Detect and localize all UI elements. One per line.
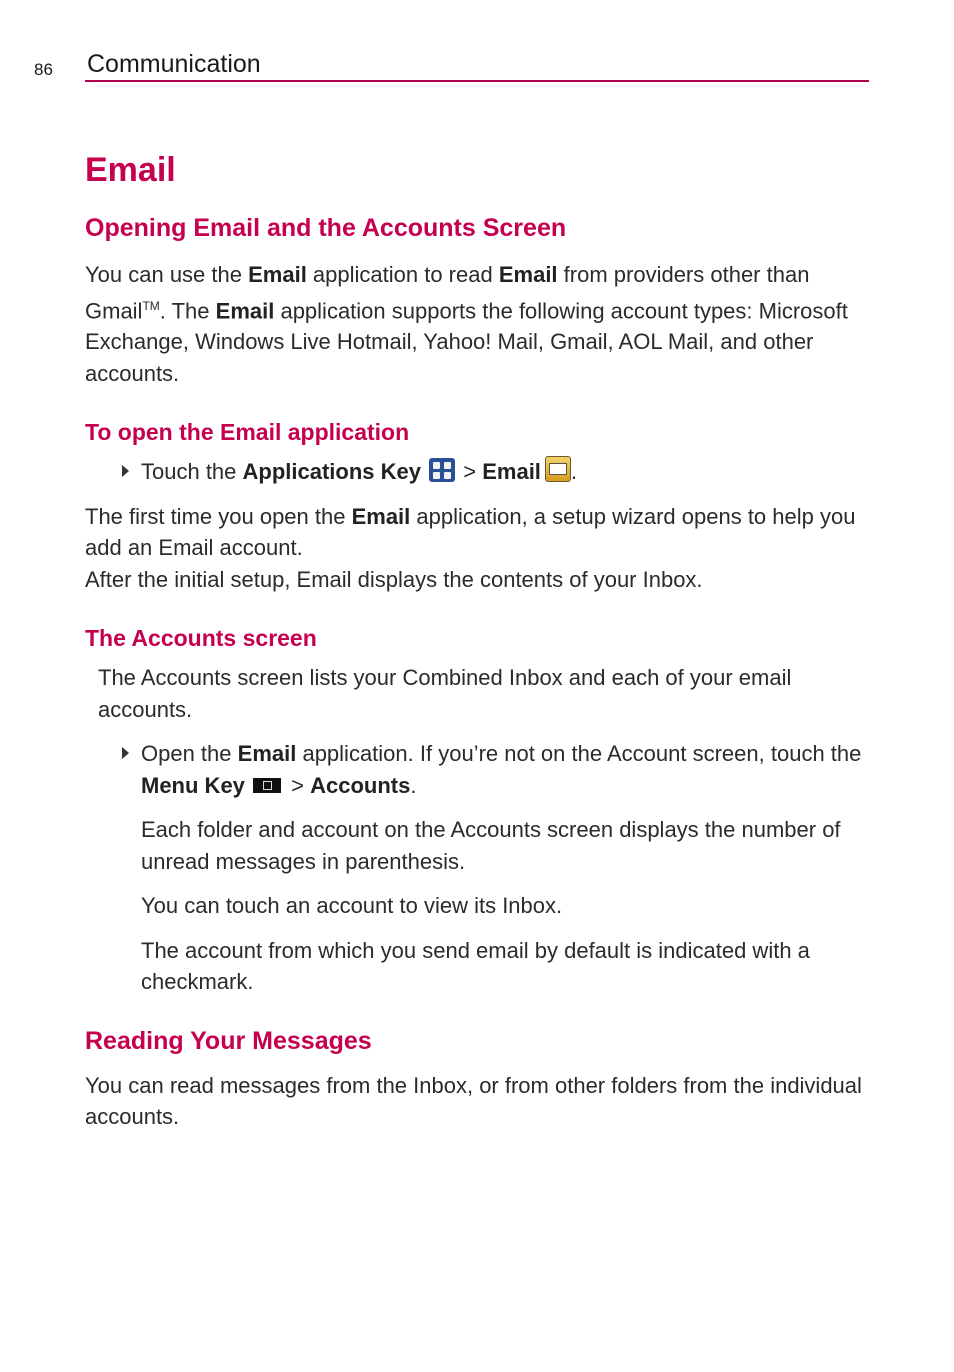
email-envelope-icon	[545, 456, 571, 482]
keyword: Email	[248, 262, 307, 287]
section-heading-reading: Reading Your Messages	[85, 1026, 372, 1055]
text: application, a setup wizard opens to help you add an Email account.	[85, 503, 856, 561]
trademark: TM	[142, 298, 160, 313]
note-view-inbox: You can touch an account to view its Inbox.	[141, 893, 563, 919]
subheading-accounts-screen: The Accounts screen	[85, 625, 317, 652]
intro-paragraph	[85, 259, 871, 389]
section-title: Communication	[87, 50, 261, 78]
subheading-open-email: To open the Email application	[85, 419, 410, 446]
bullet-open-email	[85, 456, 871, 488]
note-unread-count: Each folder and account on the Accounts screen displays the number of unread messages in parenthesis.	[141, 817, 841, 874]
text: .	[570, 459, 578, 485]
bullet-open-accounts	[85, 738, 871, 801]
text: The first time you open the	[85, 503, 352, 529]
accounts-screen-paragraph: The Accounts screen lists your Combined Inbox and each of your email accounts.	[98, 665, 792, 722]
keyword: Email	[351, 503, 411, 529]
text: from providers other than Gmail	[85, 262, 810, 323]
text: Open the	[141, 741, 238, 767]
after-setup-paragraph: After the initial setup, Email displays the contents of your Inbox.	[85, 566, 703, 592]
text: application. If you’re not on the Account screen, touch the	[296, 741, 862, 767]
page-title: Email	[85, 151, 176, 189]
keyword: Email	[237, 741, 297, 767]
page-content	[85, 148, 871, 1133]
text: application to read	[306, 262, 499, 287]
text: . The	[159, 297, 216, 323]
email-label: Email	[482, 459, 541, 485]
section-heading-opening: Opening Email and the Accounts Screen	[85, 214, 567, 242]
applications-key-label: Applications Key	[242, 459, 421, 485]
note-default-account: The account from which you send email by default is indicated with a checkmark.	[141, 937, 810, 995]
text: >	[285, 772, 311, 798]
page-header	[0, 0, 954, 90]
header-divider	[85, 80, 869, 82]
text: >	[463, 459, 483, 485]
text: Touch the	[141, 459, 243, 485]
accounts-label: Accounts	[310, 772, 411, 798]
text: application supports the following account types: Microsoft Exchange, Windows Live Hotmail, Yahoo! Mail, Gmail, AOL Mail, and other accounts.	[85, 297, 848, 386]
text: .	[410, 772, 417, 798]
setup-wizard-paragraph	[85, 501, 871, 564]
text: You can use the	[85, 262, 249, 287]
menu-key-icon	[253, 778, 281, 793]
reading-paragraph: You can read messages from the Inbox, or from other folders from the individual accounts.	[85, 1072, 862, 1130]
menu-key-label: Menu Key	[141, 772, 245, 798]
bullet-arrow-icon	[122, 465, 129, 477]
keyword: Email	[498, 262, 558, 287]
bullet-arrow-icon	[122, 747, 129, 759]
keyword: Email	[215, 297, 275, 323]
page-number: 86	[34, 60, 53, 79]
apps-grid-icon	[429, 458, 455, 482]
